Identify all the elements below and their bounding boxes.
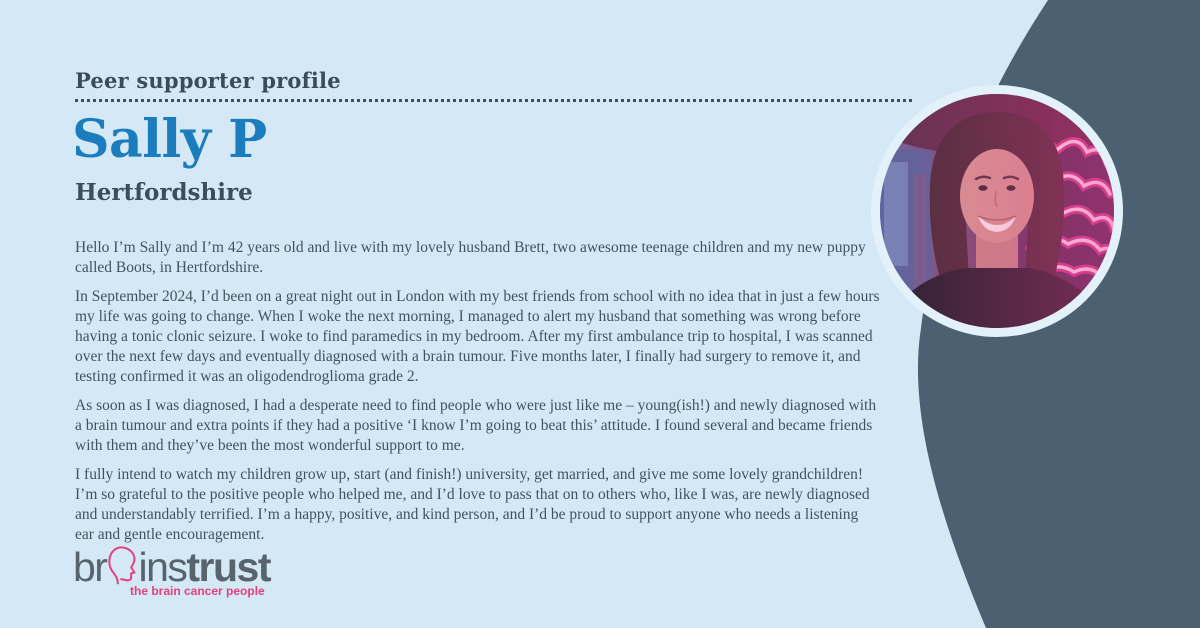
head-profile-icon <box>107 543 137 587</box>
logo-text-br: br <box>73 544 107 591</box>
bio-text <box>75 238 880 554</box>
bio-paragraph: In September 2024, I’d been on a great night out in London with my best friends from school with no idea that in just a few hours my life was going to change. When I woke the next morning, I managed to alert my husband that something was wrong before having a tonic clonic seizure. I woke to find paramedics in my bedroom. After my first ambulance trip to hospital, I was scanned over the next few days and eventually diagnosed with a brain tumour. Five months later, I finally had surgery to remove it, and testing confirmed it was an oligodendroglioma grade 2. <box>75 288 880 385</box>
profile-photo <box>870 84 1124 338</box>
bio-paragraph: As soon as I was diagnosed, I had a desperate need to find people who were just like me – young(ish!) and newly diagnosed with a brain tumour and extra points if they had a positive ‘I know I’m going to beat this’ attitude. I found several and became friends with them and they’ve been the most wonderful support to me. <box>75 397 877 454</box>
bio-paragraph: I fully intend to watch my children grow up, start (and finish!) university, get married, and give me some lovely grandchildren! I’m so grateful to the positive people who helped me, and I’d love to pass that on to others who, like I was, are newly diagnosed and understandably terrified. I’m a happy, positive, and kind person, and I’d be proud to support anyone who needs a listening ear and gentle encouragement. <box>75 466 870 543</box>
page-title: Sally P <box>72 109 267 170</box>
profile-photo-svg <box>870 84 1124 338</box>
logo-text-trust: trust <box>186 544 270 591</box>
subtitle-location: Hertfordshire <box>75 179 253 206</box>
brainstrust-logo <box>73 543 293 599</box>
logo-text-ins: ins <box>138 544 187 591</box>
logo-tagline: the brain cancer people <box>130 584 265 598</box>
bio-paragraph: Hello I’m Sally and I’m 42 years old and live with my lovely husband Brett, two awesome teenage children and my new puppy called Boots, in Hertfordshire. <box>75 239 866 276</box>
eyebrow-title: Peer supporter profile <box>75 68 341 93</box>
dotted-divider <box>75 99 912 102</box>
